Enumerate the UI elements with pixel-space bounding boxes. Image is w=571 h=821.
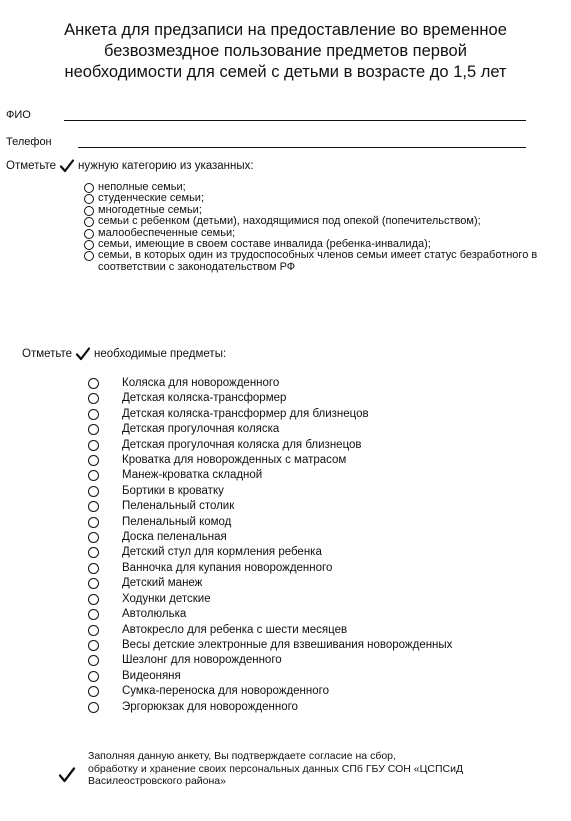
category-option-label: многодетные семьи; — [98, 203, 202, 216]
item-option[interactable] — [88, 376, 548, 391]
phone-field[interactable] — [6, 135, 526, 151]
radio-circle-icon[interactable] — [88, 640, 99, 651]
item-option-label: Автокресло для ребенка с шести месяцев — [122, 623, 348, 636]
consent-text — [88, 750, 558, 788]
consent-line-2: обработку и хранение своих персональных данных СПб ГБУ СОН «ЦСПСиД — [88, 762, 464, 775]
radio-circle-icon[interactable] — [88, 578, 99, 589]
consent-line-1: Заполняя данную анкету, Вы подтверждаете согласие на сбор, — [88, 750, 396, 762]
item-option-label: Детский манеж — [122, 577, 203, 590]
radio-circle-icon[interactable] — [88, 625, 99, 636]
radio-circle-icon[interactable] — [88, 532, 99, 543]
category-list — [84, 182, 564, 273]
item-option-label: Пеленальный комод — [122, 515, 232, 528]
radio-circle-icon[interactable] — [88, 655, 99, 666]
radio-circle-icon[interactable] — [88, 671, 99, 682]
item-option-label: Манеж-кроватка складной — [122, 469, 263, 482]
items-list — [88, 376, 548, 715]
item-option-label: Доска пеленальная — [122, 531, 227, 544]
item-option[interactable] — [88, 468, 548, 483]
category-option-label: студенческие семьи; — [98, 192, 204, 205]
item-option[interactable] — [88, 653, 548, 668]
title-line-1: Анкета для предзаписи на предоставление во временное — [64, 21, 507, 39]
radio-circle-icon[interactable] — [88, 486, 99, 497]
checkmark-icon — [58, 766, 76, 784]
radio-circle-icon[interactable] — [88, 517, 99, 528]
radio-circle-icon[interactable] — [88, 547, 99, 558]
form-title — [12, 20, 559, 83]
item-option[interactable] — [88, 700, 548, 715]
item-option-label: Коляска для новорожденного — [122, 377, 280, 389]
radio-circle-icon[interactable] — [88, 702, 99, 713]
radio-circle-icon[interactable] — [88, 501, 99, 512]
item-option[interactable] — [88, 684, 548, 699]
title-line-3: необходимости для семей с детьми в возрасте до 1,5 лет — [64, 63, 507, 81]
item-option-label: Детский стул для кормления ребенка — [122, 546, 322, 559]
radio-circle-icon[interactable] — [88, 409, 99, 420]
item-option[interactable] — [88, 484, 548, 499]
radio-circle-icon[interactable] — [88, 393, 99, 404]
item-option-label: Видеоняня — [122, 669, 181, 682]
radio-circle-icon[interactable] — [88, 563, 99, 574]
item-option-label: Детская коляска-трансформер для близнецов — [122, 407, 369, 420]
category-instruction — [6, 158, 254, 174]
item-option-label: Бортики в кроватку — [122, 484, 224, 497]
consent-line-3: Василеостровского района» — [88, 775, 226, 787]
category-prefix: Отметьте — [6, 159, 57, 172]
radio-circle-icon[interactable] — [88, 440, 99, 451]
item-option[interactable] — [88, 607, 548, 622]
item-option[interactable] — [88, 623, 548, 638]
item-option-label: Эргорюкзак для новорожденного — [122, 700, 298, 713]
item-option[interactable] — [88, 576, 548, 591]
item-option-label: Кроватка для новорожденных с матрасом — [122, 454, 347, 467]
radio-circle-icon[interactable] — [84, 194, 94, 204]
radio-circle-icon[interactable] — [84, 229, 94, 239]
item-option[interactable] — [88, 592, 548, 607]
radio-circle-icon[interactable] — [84, 206, 94, 216]
fio-input-line[interactable] — [64, 120, 526, 121]
radio-circle-icon[interactable] — [88, 686, 99, 697]
item-option[interactable] — [88, 515, 548, 530]
radio-circle-icon[interactable] — [88, 609, 99, 620]
item-option[interactable] — [88, 499, 548, 514]
phone-label: Телефон — [6, 136, 52, 148]
items-prefix: Отметьте — [22, 347, 73, 360]
item-option[interactable] — [88, 561, 548, 576]
item-option-label: Весы детские электронные для взвешивания новорожденных — [122, 638, 453, 651]
item-option[interactable] — [88, 407, 548, 422]
item-option-label: Детская прогулочная коляска для близнецов — [122, 438, 362, 451]
item-option-label: Сумка-переноска для новорожденного — [122, 685, 329, 698]
checkmark-icon — [59, 158, 75, 174]
category-option[interactable] — [84, 250, 564, 273]
checkmark-icon — [75, 346, 91, 362]
item-option-label: Ходунки детские — [122, 592, 211, 605]
category-suffix: нужную категорию из указанных: — [78, 159, 254, 172]
consent-footer — [58, 750, 558, 796]
radio-circle-icon[interactable] — [88, 378, 99, 389]
title-line-2: безвозмездное пользование предметов первой — [104, 42, 467, 60]
item-option-label: Шезлонг для новорожденного — [122, 654, 282, 667]
radio-circle-icon[interactable] — [84, 240, 94, 250]
item-option-label: Пеленальный столик — [122, 500, 235, 513]
item-option-label: Автолюлька — [122, 608, 187, 621]
radio-circle-icon[interactable] — [88, 470, 99, 481]
item-option-label: Детская коляска-трансформер — [122, 392, 287, 405]
item-option[interactable] — [88, 438, 548, 453]
radio-circle-icon[interactable] — [88, 594, 99, 605]
item-option[interactable] — [88, 391, 548, 406]
radio-circle-icon[interactable] — [84, 183, 94, 193]
item-option-label: Детская прогулочная коляска — [122, 423, 280, 436]
fio-label: ФИО — [6, 109, 31, 121]
item-option[interactable] — [88, 638, 548, 653]
category-option-label: семьи, в которых один из трудоспособных членов семьи имеет статус безработного в соответствии с законодательством РФ — [98, 249, 538, 273]
item-option[interactable] — [88, 453, 548, 468]
item-option[interactable] — [88, 669, 548, 684]
phone-input-line[interactable] — [78, 147, 526, 148]
item-option[interactable] — [88, 545, 548, 560]
radio-circle-icon[interactable] — [84, 251, 94, 261]
category-option-label: семьи с ребенком (детьми), находящимися под опекой (попечительством); — [98, 215, 481, 228]
radio-circle-icon[interactable] — [88, 455, 99, 466]
radio-circle-icon[interactable] — [84, 217, 94, 227]
radio-circle-icon[interactable] — [88, 424, 99, 435]
item-option[interactable] — [88, 422, 548, 437]
category-option-label: неполные семьи; — [98, 181, 186, 193]
category-option-label: малообеспеченные семьи; — [98, 226, 236, 239]
item-option[interactable] — [88, 530, 548, 545]
items-instruction — [22, 346, 226, 362]
fio-field[interactable] — [6, 108, 526, 124]
item-option-label: Ванночка для купания новорожденного — [122, 561, 333, 574]
category-option-label: семьи, имеющие в своем составе инвалида (ребенка-инвалида); — [98, 238, 431, 251]
items-suffix: необходимые предметы: — [94, 347, 227, 360]
